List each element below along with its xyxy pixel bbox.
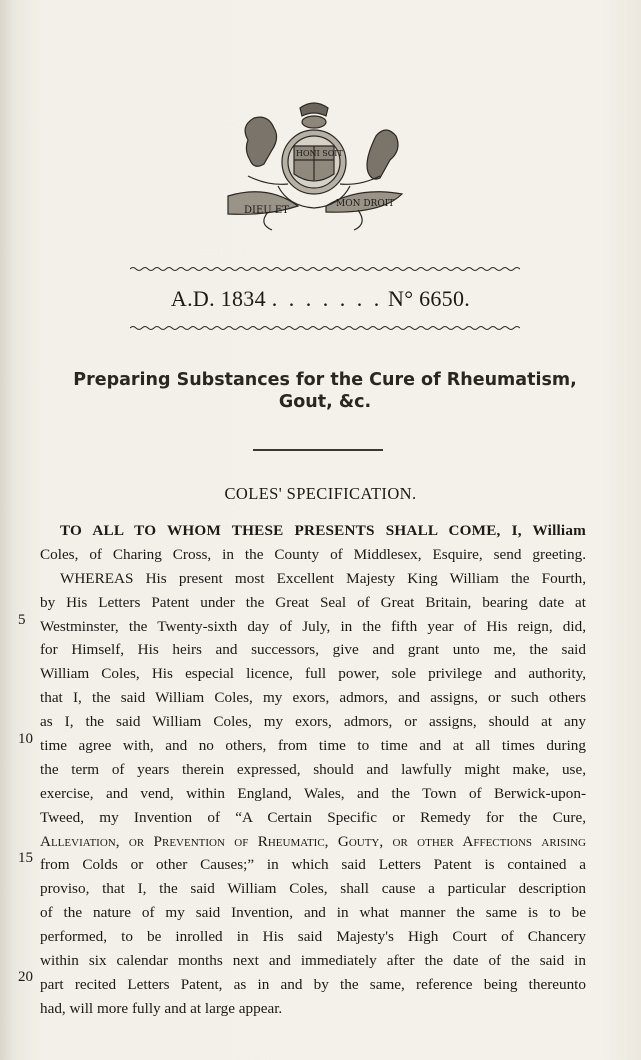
patent-year: A.D. 1834: [170, 286, 266, 311]
body-line: performed, to be inrolled in His said Majesty's High Court of Chancery: [40, 928, 586, 946]
specification-body: [40, 519, 586, 1021]
line-number: 20: [18, 969, 33, 985]
body-line: Tweed, my Invention of “A Certain Specific or Remedy for the Cure,: [40, 808, 586, 826]
body-line-text: TO ALL TO WHOM THESE PRESENTS SHALL COME, I, William: [60, 522, 586, 539]
body-line: for Himself, His heirs and successors, give and grant unto me, the said: [40, 641, 586, 659]
body-line: WHEREAS His present most Excellent Majesty King William the Fourth,: [60, 569, 586, 587]
royal-coat-of-arms-icon: [208, 100, 420, 232]
body-line: of the nature of my said Invention, and in what manner the same is to be: [40, 904, 586, 922]
subject-line-2: Gout, &c.: [278, 392, 372, 412]
body-line: [40, 519, 586, 543]
body-line: William Coles, His especial licence, full power, sole privilege and authority,: [40, 665, 586, 683]
section-divider: [253, 449, 383, 451]
body-line: from Colds or other Causes;” in which said Letters Patent is contained a: [40, 856, 586, 874]
body-line: Westminster, the Twenty-sixth day of July, in the fifth year of His reign, did,: [40, 617, 586, 635]
body-line: by His Letters Patent under the Great Seal of Great Britain, bearing date at: [40, 593, 586, 611]
body-line: proviso, that I, the said William Coles, shall cause a particular description: [40, 880, 586, 898]
body-line: exercise, and vend, within England, Wales, and the Town of Berwick-upon-: [40, 784, 586, 802]
line-number: 10: [18, 731, 33, 747]
specification-heading: COLES' SPECIFICATION.: [224, 484, 417, 503]
wavy-rule-bottom: [130, 325, 520, 331]
crest-garter-text: HONI SOIT: [296, 149, 343, 158]
body-line: part recited Letters Patent, as in and by the same, reference being thereunto: [40, 975, 586, 993]
subject-line-1: Preparing Substances for the Cure of Rheumatism,: [73, 370, 577, 390]
body-line: Coles, of Charing Cross, in the County of Middlesex, Esquire, send greeting.: [40, 545, 586, 563]
body-line: time agree with, and no others, from time to time and at all times during: [40, 737, 586, 755]
body-line: had, will more fully and at large appear.: [40, 999, 283, 1017]
body-line: as I, the said William Coles, my exors, admors, or assigns, should at any: [40, 713, 586, 731]
title-dots: . . . . . . .: [271, 286, 383, 311]
body-line: that I, the said William Coles, my exors, admors, and assigns, or such others: [40, 689, 586, 707]
line-number: 15: [18, 850, 33, 866]
body-line: Alleviation, or Prevention of Rheumatic, Gouty, or other Affections arising: [40, 832, 586, 850]
body-line: within six calendar months next and immediately after the date of the said in: [40, 952, 586, 970]
patent-title-line: [0, 286, 641, 312]
wavy-rule-top: [130, 266, 520, 272]
crest-motto-left: DIEU ET: [244, 205, 289, 216]
body-line: the term of years therein expressed, should and lawfully might make, use,: [40, 760, 586, 778]
patent-subject: [40, 369, 610, 413]
crest-motto-right: MON DROIT: [336, 199, 395, 209]
line-number: 5: [18, 612, 26, 628]
patent-number: N° 6650.: [388, 286, 471, 311]
